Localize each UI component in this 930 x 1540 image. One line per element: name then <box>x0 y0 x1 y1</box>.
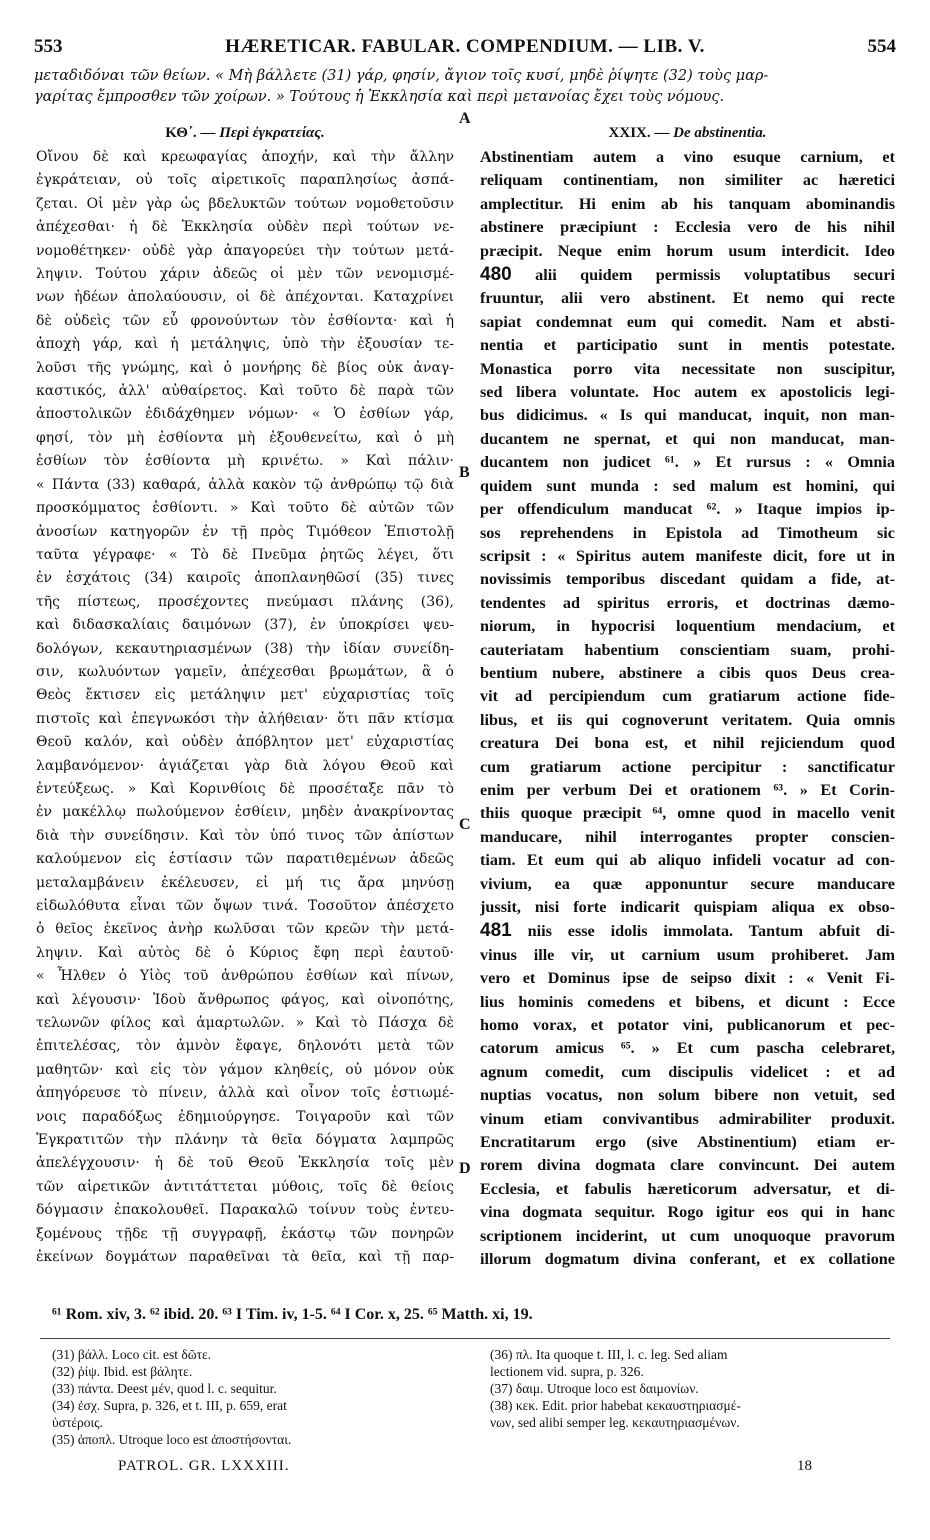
latin-text-line: vivium, ea quæ apponuntur secure manducare <box>480 874 895 893</box>
margin-letter-d: D <box>459 1160 471 1177</box>
greek-text-line: ἀπελέγχουσιν· ἡ δὲ τοῦ Θεοῦ Ἐκκλησία τοῖς μὲν <box>36 1155 454 1172</box>
greek-text-line: ἐντεύξεως. » Καὶ Κορινθίοις δὲ προσέταξε πᾶν τὸ <box>36 780 454 797</box>
greek-text-line: καὶ λέγουσιν· Ἰδοὺ ἄνθρωπος φάγος, καὶ οἰνοπότης, <box>36 991 454 1008</box>
text-line-content: niis esse idolis immolata. Tantum abfuit di- <box>527 922 895 941</box>
greek-text-line: Οἴνου δὲ καὶ κρεωφαγίας ἀποχήν, καὶ τὴν ἄλλην <box>36 149 454 165</box>
greek-text-line: μεταλαμβάνειν ἐκέλευσεν, εἰ μή τις ἄρα μηνύσῃ <box>36 874 454 891</box>
greek-section-heading <box>36 120 454 146</box>
running-title: HÆRETICAR. FABULAR. COMPENDIUM. — LIB. V. <box>225 36 705 57</box>
greek-text-line: λοῦσι τῆς γνώμης, καὶ ὁ μονήρης δὲ βίος οὐκ ἀναγ- <box>36 359 454 376</box>
greek-text-line: δολόγων, κεκαυτηριασμένων (38) τὴν ἰδίαν συνείδη- <box>36 640 454 657</box>
latin-text-line: agnum comedit, cum discipulis videlicet : et ad <box>480 1062 895 1081</box>
latin-text-line: jussit, nisi forte indicarit quispiam aliqua ex obso- <box>480 898 895 916</box>
page-footer <box>118 1458 812 1480</box>
latin-text-line: vina dogmata sequitur. Rogo igitur eos qui in hanc <box>480 1203 895 1222</box>
latin-text-line: illorum dogmatum divina conferant, et ex collatione <box>480 1250 895 1269</box>
latin-column <box>480 120 895 1272</box>
greek-text-line: ζεται. Οἱ μὲν γὰρ ὡς βδελυκτῶν τούτων νομοθετοῦσιν <box>36 195 454 212</box>
greek-text-line: καὶ διδασκαλίαις δαιμόνων (37), ἐν ὑποκρίσει ψευ- <box>36 617 454 634</box>
latin-heading-number: XXIX. — <box>608 125 670 141</box>
scripture-references: ⁶¹ Rom. xiv, 3. ⁶² ibid. 20. ⁶³ I Tim. iv, 1-5. ⁶⁴ I Cor. x, 25. ⁶⁵ Matth. xi, 19. <box>52 1306 533 1323</box>
latin-text-line: tendentes ad spiritus erroris, et doctrinas dæmo- <box>480 593 895 612</box>
footer-series: PATROL. GR. LXXXIII. <box>118 1458 290 1474</box>
latin-text-line: fruuntur, alii vero abstinent. Et nemo qui recte <box>480 289 895 308</box>
intro-line: γαρίτας ἔμπροσθεν τῶν χοίρων. » Τούτους ἡ Ἐκκλησία καὶ περὶ μετανοίας ἔχει τοὺς νόμους. <box>34 89 725 105</box>
greek-text-line: δόγμασιν ἐπακολουθεῖ. Παρακαλῶ τοίνυν τοὺς ἐντευ- <box>36 1202 454 1219</box>
greek-text-line: καστικός, ἀλλ' αὐθαίρετος. Καὶ τοῦτο δὲ παρὰ τῶν <box>36 383 454 400</box>
footnote-line: (37) δαιμ. Utroque loco est δαιμονίων. <box>490 1381 699 1396</box>
latin-section-heading <box>480 120 895 146</box>
greek-text-line: Ἐγκρατιτῶν τὴν πλάνην τὰ θεῖα δόγματα λαμπρῶς <box>36 1132 454 1149</box>
latin-text-line: lius hominis comedens et bibens, et dicunt : Ecce <box>480 992 895 1011</box>
latin-text-line: thiis quoque præcipit ⁶⁴, omne quod in macello venit <box>480 804 895 823</box>
latin-text-line: novissimis temporibus discedant quidam a fide, at- <box>480 570 895 589</box>
margin-letter-a: A <box>459 110 471 127</box>
latin-text-line: vero et Dominus ipse de seipso dixit : « Venit Fi- <box>480 969 895 988</box>
greek-text-line: ὁ θεῖος ἐκεῖνος ἀνὴρ κωλῦσαι τῶν κρεῶν τὴν μετά- <box>36 921 454 938</box>
footnotes-right <box>490 1346 890 1431</box>
latin-text-line: amplectitur. Hi enim ab his tanquam abominandis <box>480 194 895 213</box>
greek-text-line: μαθητῶν· καὶ εἰς τὸν γάμον κληθείς, οὐ μόνον οὐκ <box>36 1061 454 1078</box>
page-number-left: 553 <box>34 36 63 57</box>
greek-text-line: νομοθέτηκεν· οὐδὲ γὰρ ἀπαγορεύει τὴν τούτων μετά- <box>36 242 454 259</box>
latin-text-line: bus didicimus. « Is qui manducat, inquit, non man- <box>480 406 895 425</box>
latin-text-line: creatura Dei bona est, et nihil rejiciendum quod <box>480 734 895 753</box>
footnote-line: lectionem vid. supra, p. 326. <box>490 1364 644 1379</box>
latin-heading-title: De abstinentia. <box>673 125 767 141</box>
latin-text-line: nuptias vocatus, non solum bibere non vetuit, sed <box>480 1086 895 1105</box>
column-number: 481 <box>480 920 512 942</box>
footnotes-left <box>52 1346 452 1448</box>
latin-text-line: nentia et participatio sunt in mentis potestate. <box>480 336 895 355</box>
footnote-rule <box>40 1338 890 1339</box>
greek-text-line: προσκόμματος ἐσθίοντι. » Καὶ τοῦτο δὲ αὐτῶν τῶν <box>36 500 454 517</box>
greek-text-line: ἐγκράτειαν, οὐ τοῖς αἱρετικοῖς παραπλησίως ἀσπά- <box>36 172 454 189</box>
greek-text-line: ἐσθίων τὸν ἐσθίοντα μὴ κρινέτω. » Καὶ πάλιν· <box>36 453 454 470</box>
greek-text-line: πιστοῖς καὶ ἐπεγνωκόσι τὴν ἀλήθειαν· ὅτι πᾶν κτίσμα <box>36 710 454 727</box>
latin-text-line: ducantem ne spernat, et qui non manducat, man- <box>480 429 895 448</box>
greek-heading-number: ΚΘ΄. — <box>165 125 216 141</box>
latin-text-line: rorem divina dogmata clare convincunt. Dei autem <box>480 1156 895 1175</box>
latin-text-line: bentium nubere, abstinere a cibis quos Deus crea- <box>480 663 895 682</box>
latin-text-line: vinus ille vir, ut carnium usum prohiberet. Jam <box>480 945 895 964</box>
greek-text-line: ἐπιτελέσας, τὸν ἀμνὸν ἔφαγε, δηλονότι μετὰ τῶν <box>36 1038 454 1055</box>
latin-text-line: cauteriatam habentium conscientiam suam, prohi- <box>480 640 895 659</box>
latin-text-line: per offendiculum manducat ⁶². » Itaque impios ip- <box>480 500 895 519</box>
footnote-line: (31) βάλλ. Loco cit. est δῶτε. <box>52 1347 212 1362</box>
latin-text-line: niorum, in hypocrisi loquentium mendacium, et <box>480 617 895 636</box>
latin-text-line: ducantem non judicet ⁶¹. » Et rursus : « Omnia <box>480 453 895 472</box>
latin-text-line: catorum amicus ⁶⁵. » Et cum pascha celebraret, <box>480 1039 895 1058</box>
latin-text-line: cum gratiarum actione percipitur : sanctificatur <box>480 757 895 776</box>
intro-text <box>34 66 896 108</box>
footer-signature: 18 <box>797 1458 812 1474</box>
column-number: 480 <box>480 264 512 286</box>
greek-text-line: εἰδωλόθυτα εἶναι τῶν ὄψων τινά. Τοσοῦτον ἀπέσχετο <box>36 898 454 914</box>
greek-text-line: δὲ οὐδεὶς τῶν εὖ φρονούντων τὸν ἐσθίοντα· καὶ ἡ <box>36 312 454 329</box>
greek-heading-title: Περὶ ἐγκρατείας. <box>219 125 325 141</box>
greek-text-line: ξομένους τῇδε τῇ συγγραφῇ, ἑκάστῳ τῶν πονηρῶν <box>36 1225 454 1242</box>
intro-line: μεταδιδόναι τῶν θείων. « Μὴ βάλλετε (31) γάρ, φησίν, ἄγιον τοῖς κυσί, μηδὲ ῥίψητε (32) τοὺς μαρ- <box>34 68 769 84</box>
latin-text-line: sos reprehendens in Epistola ad Timotheum sic <box>480 523 895 542</box>
greek-text-line: τελωνῶν φίλος καὶ ἁμαρτωλῶν. » Καὶ τὸ Πάσχα δὲ <box>36 1015 454 1032</box>
greek-text-line: καλούμενον εἰς ἑστίασιν τῶν παρατιθεμένων ἀδεῶς <box>36 851 454 868</box>
running-header <box>34 36 896 58</box>
footnote-line: (32) ῥίψ. Ibid. est βάλητε. <box>52 1364 193 1379</box>
latin-text-line: Ecclesia, et fabulis hæreticorum adversatur, et di- <box>480 1179 895 1198</box>
text-line-content: alii quidem permissis voluptatibus securi <box>535 266 895 285</box>
greek-text-line: ταῦτα γέγραφε· « Τὸ δὲ Πνεῦμα ῥητῶς λέγει, ὅτι <box>36 546 454 563</box>
footnote-line: (38) κεκ. Edit. prior habebat κεκαυστηριασμέ- <box>490 1398 741 1413</box>
latin-text-line: vinum etiam convivantibus admirabiliter produxit. <box>480 1109 895 1128</box>
margin-letter-c: C <box>459 816 471 833</box>
latin-text-line: sed libera voluntate. Hoc autem ex apostolicis legi- <box>480 383 895 402</box>
latin-text-line: libus, et iis qui cognoverunt veritatem. Quia omnis <box>480 710 895 729</box>
latin-text-line: Encratitarum ergo (sive Abstinentium) etiam er- <box>480 1133 895 1152</box>
footnote-line: νων, sed alibi semper leg. κεκαυτηριασμένων. <box>490 1415 740 1430</box>
page-number-right: 554 <box>867 36 896 57</box>
latin-text-line: manducare, nihil interrogantes propter conscien- <box>480 827 895 846</box>
latin-text-line: præcipit. Neque enim horum usum interdicit. Ideo <box>480 241 895 260</box>
footnote-line: ὑστέροις. <box>52 1415 103 1430</box>
footnote-line: (34) ἐσχ. Supra, p. 326, et t. III, p. 659, erat <box>52 1398 287 1413</box>
latin-text-line: scripsit : « Spiritus autem manifeste dicit, fore ut in <box>480 546 895 565</box>
greek-text-line: τῆς πίστεως, προσέχοντες πνεύμασι πλάνης (36), <box>36 593 454 610</box>
greek-text-line: « Πάντα (33) καθαρά, ἀλλὰ κακὸν τῷ ἀνθρώπῳ τῷ διὰ <box>36 476 454 493</box>
greek-text-line: ἀποστολικῶν ἐδιδάχθημεν νόμων· « Ὁ ἐσθίων γάρ, <box>36 406 454 423</box>
latin-text-line: homo vorax, et potator vini, publicanorum et pec- <box>480 1016 895 1035</box>
latin-text-body <box>480 146 895 1272</box>
greek-text-line: ἀνοσίων κατηγορῶν ἐν τῇ πρὸς Τιμόθεον Ἐπιστολῇ <box>36 523 454 540</box>
greek-text-line: Θεοῦ καλόν, καὶ οὐδὲν ἀπόβλητον μετ' εὐχαριστίας <box>36 734 454 751</box>
greek-text-line: ἐκείνων δογμάτων παραθεῖναι τὰ θεῖα, καὶ τῇ παρ- <box>36 1249 454 1266</box>
latin-text-line: Monastica porro vita necessitate non suscipitur, <box>480 359 895 378</box>
greek-text-line: ληψιν. Καὶ αὐτὸς δὲ ὁ Κύριος ἔφη περὶ ἑαυτοῦ· <box>36 944 454 961</box>
greek-text-line: ἀπέχεσθαι· ἡ δὲ Ἐκκλησία οὐδὲν περὶ τούτων νε- <box>36 219 454 236</box>
latin-text-line: Abstinentiam autem a vino esuque carnium, et <box>480 148 895 166</box>
footnote-line: (35) ἀποπλ. Utroque loco est ἀποστήσονται. <box>52 1432 292 1447</box>
latin-text-line <box>480 263 895 287</box>
latin-text-line: sapiat condemnat eum qui comedit. Nam et absti- <box>480 312 895 331</box>
greek-text-line: νων ἡδέων ἀπολαύουσιν, οἱ δὲ ἀπέχονται. Καταχρίνει <box>36 289 454 306</box>
latin-text-line: vit ad percipiendum cum gratiarum actione fide- <box>480 687 895 706</box>
greek-text-line: ἐν μακέλλῳ πωλούμενον ἐσθίειν, μηδὲν ἀνακρίνοντας <box>36 804 454 821</box>
greek-text-line: νοις παραδόξως ἐδημιούργησε. Τοιγαροῦν καὶ τῶν <box>36 1108 454 1125</box>
greek-text-line: Θεὸς ἔκτισεν εἰς μετάληψιν μετ' εὐχαριστίας τοῖς <box>36 687 454 704</box>
latin-text-line: scriptionem inciderint, ut cum unoquoque pravorum <box>480 1226 895 1245</box>
greek-text-line: ληψιν. Τούτου χάριν ἀδεῶς οἱ μὲν τῶν νενομισμέ- <box>36 266 454 283</box>
greek-text-line: τῶν αἱρετικῶν ἀντιτάττεται μύθοις, τοῖς δὲ θείοις <box>36 1178 454 1195</box>
latin-text-line: enim per verbum Dei et orationem ⁶³. » Et Corin- <box>480 780 895 799</box>
greek-text-line: λαμβανόμενον· ἁγιάζεται γὰρ διὰ λόγου Θεοῦ καὶ <box>36 757 454 774</box>
footnote-line: (33) πάντα. Deest μέν, quod l. c. sequitur. <box>52 1381 277 1396</box>
latin-text-line: abstinere præcipiunt : Ecclesia vero de his nihil <box>480 218 895 237</box>
latin-text-line <box>480 919 895 943</box>
greek-text-line: « Ἦλθεν ὁ Υἱὸς τοῦ ἀνθρώπου ἐσθίων καὶ πίνων, <box>36 968 454 985</box>
greek-text-line: ἀπηγόρευσε τὸ πίνειν, ἀλλὰ καὶ οἶνον τοῖς ἑστιωμέ- <box>36 1085 454 1102</box>
footnote-line: (36) πλ. Ita quoque t. III, l. c. leg. Sed aliam <box>490 1347 728 1362</box>
greek-text-line: ἀποχὴ γάρ, καὶ ἡ μετάληψις, ὑπὸ τὴν ἐξουσίαν τε- <box>36 336 454 353</box>
greek-text-line: σιν, κωλυόντων γαμεῖν, ἀπέχεσθαι βρωμάτων, ἃ ὁ <box>36 663 454 680</box>
latin-text-line: tiam. Et eum qui ab aliquo infideli vocatur ad con- <box>480 851 895 870</box>
margin-letter-b: B <box>459 464 470 481</box>
greek-text-line: διὰ τὴν συνείδησιν. Καὶ τὸν ὑπό τινος τῶν ἀπίστων <box>36 827 454 844</box>
greek-text-line: ἐν ἐσχάτοις (34) καιροῖς ἀποπλανηθῶσί (35) τινες <box>36 570 454 587</box>
greek-column <box>36 120 454 1270</box>
latin-text-line: quidem sunt munda : sed malum est homini, qui <box>480 476 895 495</box>
greek-text-line: φησί, τὸν μὴ ἐσθίοντα μὴ ἐξουθενείτω, καὶ ὁ μὴ <box>36 429 454 446</box>
latin-text-line: reliquam continentiam, non similiter ac hæretici <box>480 171 895 190</box>
greek-text-body <box>36 146 454 1270</box>
